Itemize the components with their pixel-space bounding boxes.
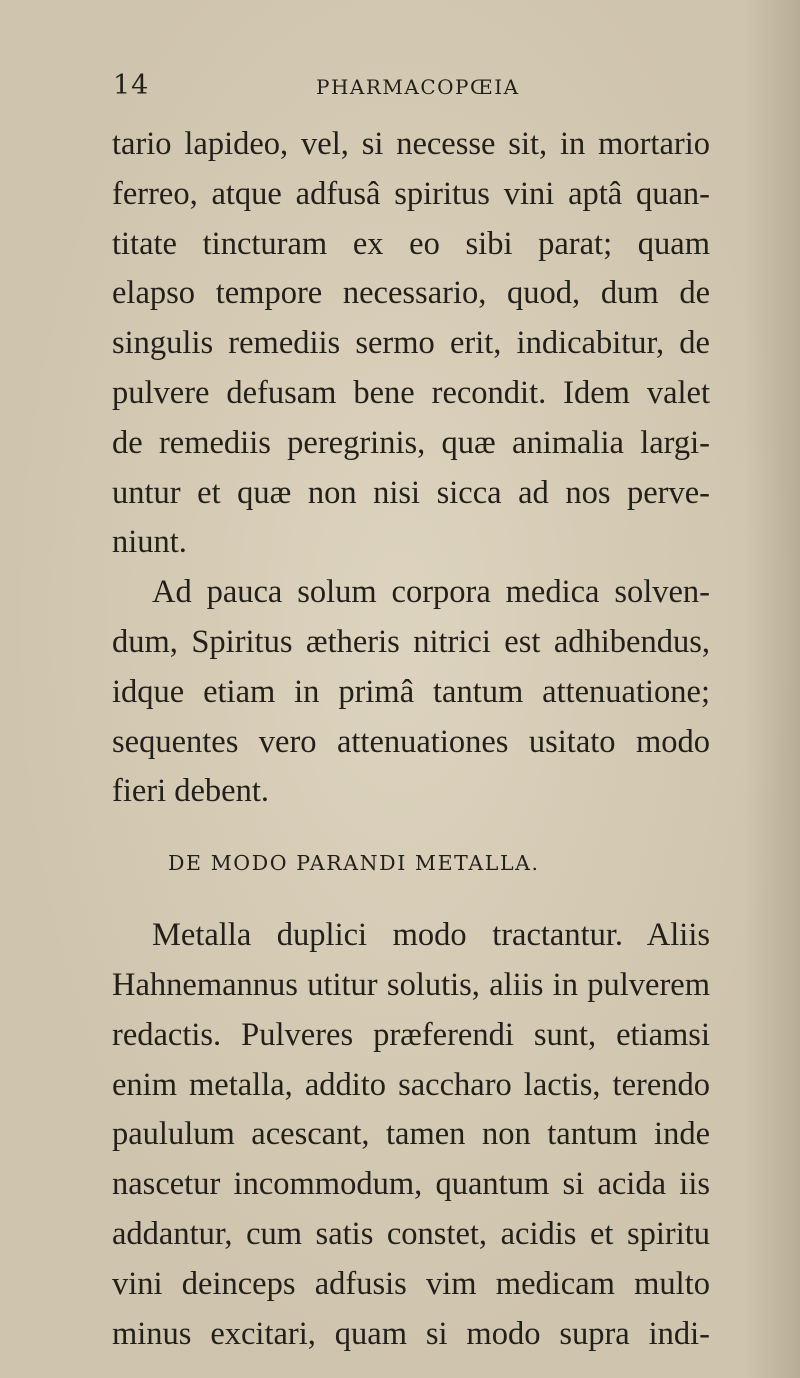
text-line: untur et quæ non nisi sicca ad nos perve- [112,474,710,511]
text-line: niunt. [112,524,187,561]
text-line: Hahnemannus utitur solutis, aliis in pulverem [112,966,710,1003]
text-line: titate tincturam ex eo sibi parat; quam [112,225,710,262]
text-line: nascetur incommodum, quantum si acida iis [112,1166,710,1203]
text-line: idque etiam in primâ tantum attenuatione; [112,673,710,710]
text-line: addantur, cum satis constet, acidis et spiritu [112,1215,710,1252]
body-text [112,120,710,1359]
section-heading: DE MODO PARANDI METALLA. [168,851,540,876]
text-line: ferreo, atque adfusâ spiritus vini aptâ quan- [112,175,710,212]
text-line: Ad pauca solum corpora medica solven- [152,574,710,611]
text-line: Metalla duplici modo tractantur. Aliis [152,917,710,954]
paragraph-3 [112,911,710,1359]
text-line: enim metalla, addito saccharo lactis, terendo [112,1066,710,1103]
running-title: PHARMACOPŒIA [316,75,520,99]
text-line: sequentes vero attenuationes usitato modo [112,723,710,760]
text-line: tario lapideo, vel, si necesse sit, in mortario [112,126,710,162]
page-number: 14 [113,70,150,101]
text-line: fieri debent. [112,773,270,810]
text-line: redactis. Pulveres præferendi sunt, etiamsi [112,1016,710,1053]
text-line: pulvere defusam bene recondit. Idem valet [112,374,710,411]
text-line: dum, Spiritus ætheris nitrici est adhibendus, [112,623,710,660]
running-head [113,70,713,110]
paragraph-2 [112,568,710,817]
text-line: elapso tempore necessario, quod, dum de [112,275,710,312]
text-line: singulis remediis sermo erit, indicabitur, de [112,325,710,362]
paragraph-1 [112,120,710,568]
text-line: paululum acescant, tamen non tantum inde [112,1116,710,1153]
text-line: minus excitari, quam si modo supra indi- [112,1315,710,1352]
text-line: vini deinceps adfusis vim medicam multo [112,1265,710,1302]
text-line: de remediis peregrinis, quæ animalia largi- [112,424,710,461]
